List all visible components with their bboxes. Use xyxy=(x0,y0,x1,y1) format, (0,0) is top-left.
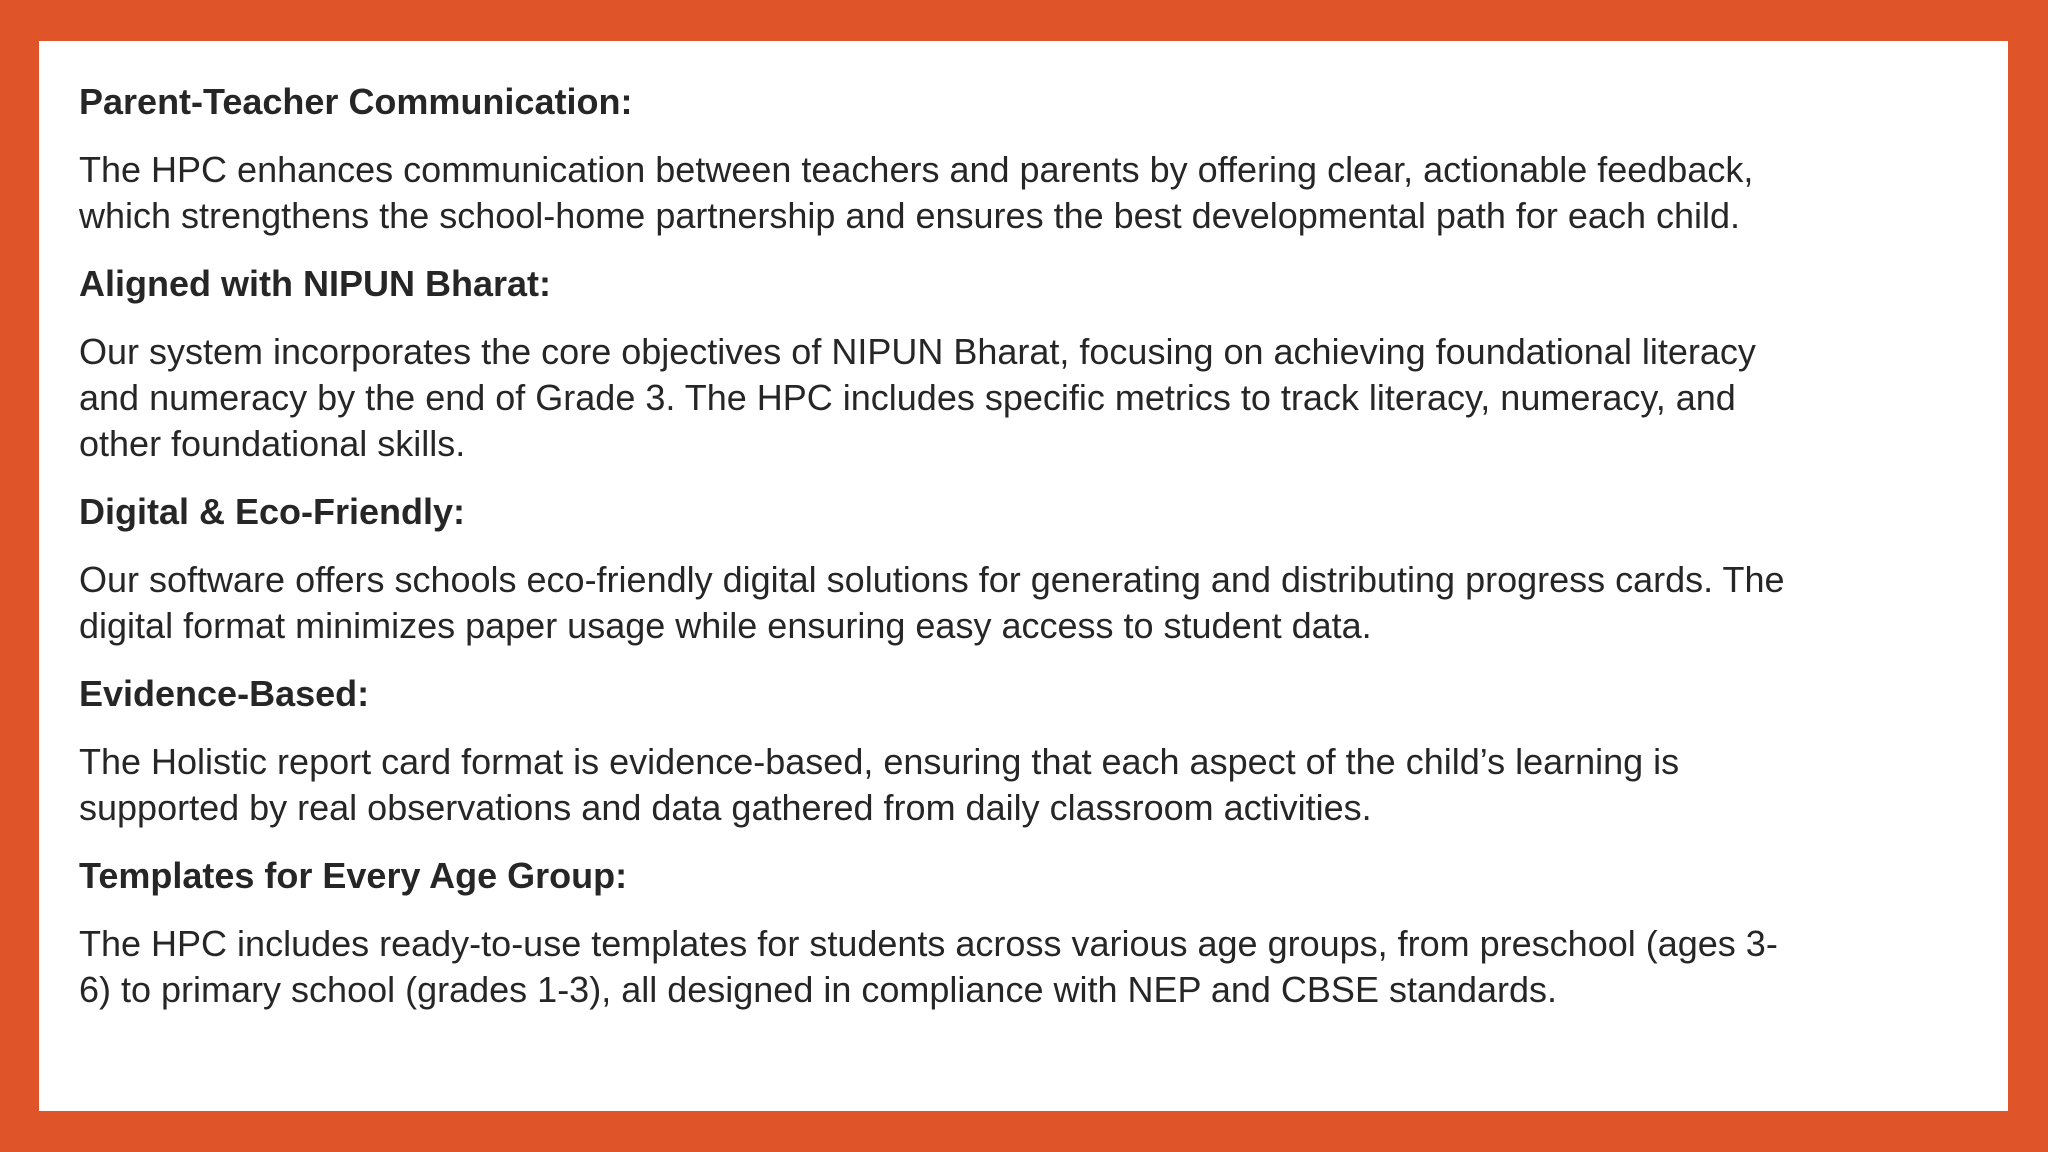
body-line: 6) to primary school (grades 1-3), all designed in compliance with NEP and CBSE standards. xyxy=(79,969,1558,1010)
body-line: digital format minimizes paper usage while ensuring easy access to student data. xyxy=(79,605,1372,646)
body-line: Our software offers schools eco-friendly digital solutions for generating and distributing progress cards. The xyxy=(79,559,1785,600)
section-evidence-based xyxy=(79,671,1968,831)
body-line: The HPC includes ready-to-use templates for students across various age groups, from preschool (ages 3- xyxy=(79,923,1778,964)
section-digital-eco-friendly xyxy=(79,489,1968,649)
section-body xyxy=(79,329,1939,467)
body-line: other foundational skills. xyxy=(79,423,466,464)
section-heading: Parent-Teacher Communication: xyxy=(79,81,633,122)
body-line: The HPC enhances communication between teachers and parents by offering clear, actionable feedback, xyxy=(79,149,1754,190)
section-body xyxy=(79,557,1939,649)
section-heading: Aligned with NIPUN Bharat: xyxy=(79,263,552,304)
body-line: which strengthens the school-home partnership and ensures the best developmental path for each child. xyxy=(79,195,1741,236)
body-line: The Holistic report card format is evidence-based, ensuring that each aspect of the child’s learning is xyxy=(79,741,1680,782)
body-line: and numeracy by the end of Grade 3. The HPC includes specific metrics to track literacy, numeracy, and xyxy=(79,377,1736,418)
body-line: Our system incorporates the core objectives of NIPUN Bharat, focusing on achieving foundational literacy xyxy=(79,331,1756,372)
content-card xyxy=(39,41,2008,1111)
section-parent-teacher-communication xyxy=(79,79,1968,239)
body-line: supported by real observations and data gathered from daily classroom activities. xyxy=(79,787,1372,828)
section-nipun-bharat xyxy=(79,261,1968,467)
section-body xyxy=(79,147,1939,239)
section-heading: Evidence-Based: xyxy=(79,673,370,714)
section-body xyxy=(79,739,1939,831)
section-body xyxy=(79,921,1939,1013)
section-templates-age-group xyxy=(79,853,1968,1013)
section-heading: Digital & Eco-Friendly: xyxy=(79,491,466,532)
section-heading: Templates for Every Age Group: xyxy=(79,855,628,896)
